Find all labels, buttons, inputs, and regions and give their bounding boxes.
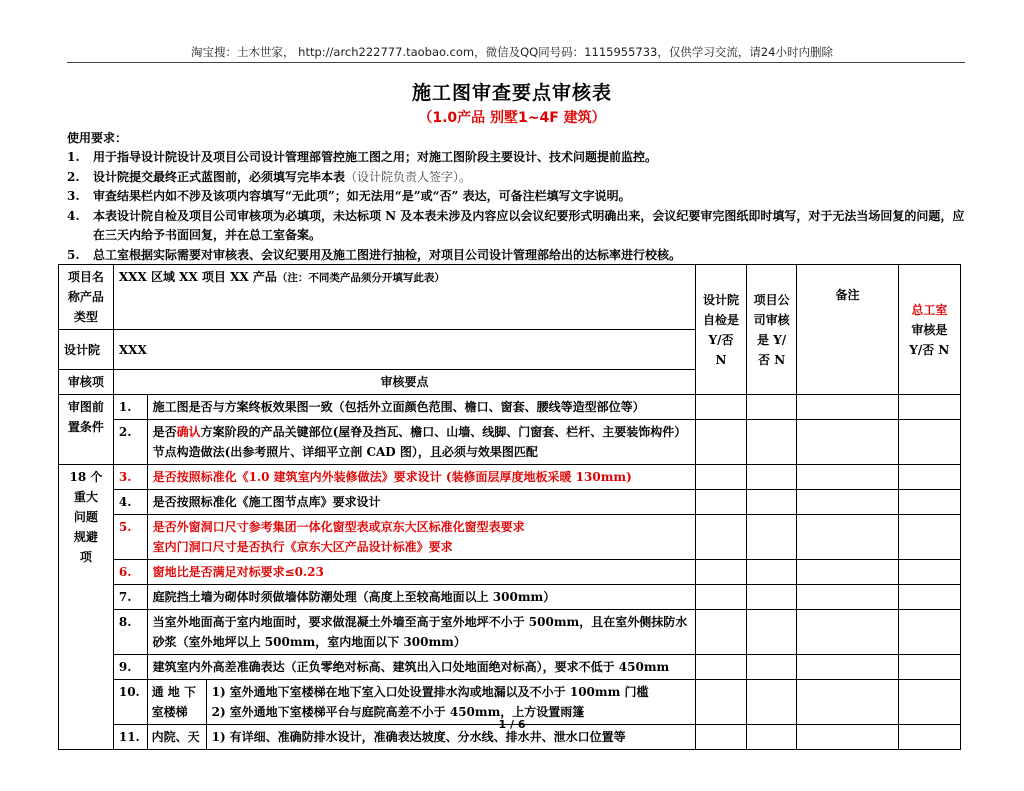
remarks-cell[interactable] [797, 515, 898, 560]
remarks-cell[interactable] [797, 610, 898, 655]
usage-item-text: 审查结果栏内如不涉及该项内容填写“无此项”；如无法用“是”或“否” 表达，可备注栏填写文字说明。 [93, 189, 631, 203]
chief-review-cell[interactable] [898, 490, 960, 515]
design-check-cell[interactable] [696, 490, 747, 515]
usage-item [67, 168, 967, 188]
review-item-header: 审核项 [59, 370, 114, 395]
usage-item [67, 148, 967, 168]
row-number: 3. [113, 465, 147, 490]
project-note: （注：不同类产品须分开填写此表） [276, 272, 445, 284]
header-rule [67, 62, 965, 63]
usage-item [67, 187, 967, 207]
chief-review-cell[interactable] [898, 420, 960, 465]
row-text-line: 室内门洞口尺寸是否执行《京东大区产品设计标准》要求 [152, 540, 453, 554]
sub-item-text: 室外通地下室楼梯在地下室入口处设置排水沟或地漏以及不小于 100mm 门槛 [229, 685, 649, 699]
review-points-header: 审核要点 [113, 370, 695, 395]
company-review-header: 项目公司审核是 Y/否 N [746, 265, 797, 395]
row-text-part: 是否 [152, 425, 177, 439]
company-review-cell[interactable] [746, 465, 797, 490]
row-number: 9. [113, 655, 147, 680]
chief-review-cell[interactable] [898, 560, 960, 585]
company-review-cell[interactable] [746, 610, 797, 655]
usage-item-number: 2. [67, 169, 80, 184]
row-text [147, 420, 696, 465]
design-check-cell[interactable] [696, 585, 747, 610]
design-check-cell[interactable] [696, 465, 747, 490]
row-number: 2. [113, 420, 147, 465]
row-text: 施工图是否与方案终板效果图一致（包括外立面颜色范围、檐口、窗套、腰线等造型部位等） [147, 395, 696, 420]
row-number: 10. [113, 680, 147, 725]
row-number: 6. [113, 560, 147, 585]
design-check-cell[interactable] [696, 560, 747, 585]
usage-requirements [67, 128, 967, 265]
remarks-header: 备注 [797, 265, 898, 395]
chief-review-cell[interactable] [898, 655, 960, 680]
institute-label-cell: 设计院 [59, 330, 114, 370]
usage-item-text: 用于指导设计院设计及项目公司设计管理部管控施工图之用；对施工图阶段主要设计、技术问题提前监控。 [93, 150, 658, 164]
sub-item-number: 2) [211, 705, 226, 719]
page-title: 施工图审查要点审核表 [411, 82, 612, 104]
remarks-cell[interactable] [797, 490, 898, 515]
header-note: 淘宝搜：土木世家， http://arch222777.taobao.com，微信及QQ同号码：1115955733，仅供学习交流，请24小时内删除 [191, 45, 833, 59]
sub-item-number: 1) [211, 685, 226, 699]
row-text: 当室外地面高于室内地面时，要求做混凝土外墙至高于室外地坪不小于 500mm，且在室外侧抹防水砂浆（室外地坪以上 500mm，室内地面以下 300mm） [147, 610, 696, 655]
remarks-cell[interactable] [797, 560, 898, 585]
row-number: 11. [113, 725, 147, 750]
usage-item [67, 207, 967, 246]
table-row [59, 395, 961, 420]
sub-item-number: 1) [211, 730, 226, 744]
review-table [58, 264, 961, 750]
chief-review-cell[interactable] [898, 395, 960, 420]
company-review-cell[interactable] [746, 655, 797, 680]
pre-condition-label: 审图前置条件 [59, 395, 114, 465]
row-number: 5. [113, 515, 147, 560]
sub-item-label: 内院、天 [147, 725, 206, 750]
usage-item-note: （设计院负责人签字）。 [345, 169, 472, 184]
row-text-part: 方案阶段的产品关键部位(屋脊及挡瓦、檐口、山墙、线脚、门窗套、栏杆、主要装饰构件）节点构造做法(出参考照片、详细平立剖 CAD 图），且必须与效果图匹配 [152, 425, 687, 459]
table-row [59, 465, 961, 490]
chief-office-label: 总工室 [911, 302, 948, 317]
table-row [59, 490, 961, 515]
company-review-cell[interactable] [746, 515, 797, 560]
row-text: 建筑室内外高差准确表达（正负零绝对标高、建筑出入口处地面绝对标高），要求不低于 450mm [147, 655, 696, 680]
sub-item [212, 682, 691, 702]
usage-item-text [93, 168, 967, 188]
company-review-cell[interactable] [746, 490, 797, 515]
row-text [147, 515, 696, 560]
company-review-cell[interactable] [746, 395, 797, 420]
design-check-cell[interactable] [696, 420, 747, 465]
company-review-cell[interactable] [746, 560, 797, 585]
usage-heading: 使用要求： [67, 131, 128, 145]
remarks-cell[interactable] [797, 585, 898, 610]
sub-item-text: 室外通地下室楼梯平台与庭院高差不小于 450mm，上方设置雨篷 [229, 705, 585, 719]
design-check-cell[interactable] [696, 610, 747, 655]
table-row [59, 610, 961, 655]
usage-item-text: 本表设计院自检及项目公司审核项为必填项，未达标项 N 及本表未涉及内容应以会议纪要形式明确出来，会议纪要审完图纸即时填写，对于无法当场回复的问题，应在三天内给予书面回复，并在总工室备案。 [93, 208, 965, 242]
remarks-cell[interactable] [797, 465, 898, 490]
usage-item-number: 1. [67, 150, 80, 164]
remarks-cell[interactable] [797, 395, 898, 420]
usage-item-number: 3. [67, 189, 80, 203]
usage-item-text: 总工室根据实际需要对审核表、会议纪要用及施工图进行抽检，对项目公司设计管理部给出的达标率进行校核。 [93, 247, 682, 262]
institute-value-cell: XXX [113, 330, 695, 370]
chief-review-cell[interactable] [898, 515, 960, 560]
company-review-cell[interactable] [746, 420, 797, 465]
table-row [59, 420, 961, 465]
project-label-cell: 项目名称产品类型 [59, 265, 114, 330]
usage-item-number: 4. [67, 208, 80, 223]
design-check-cell[interactable] [696, 655, 747, 680]
table-row [59, 515, 961, 560]
design-check-cell[interactable] [696, 395, 747, 420]
chief-review-cell[interactable] [898, 585, 960, 610]
row-text-line: 是否外窗洞口尺寸参考集团一体化窗型表或京东大区标准化窗型表要求 [152, 520, 525, 534]
row-text: 是否按照标准化《1.0 建筑室内外装修做法》要求设计 (装修面层厚度地板采暖 130mm) [147, 465, 696, 490]
major-issues-label: 18 个重大问题规避项 [59, 465, 114, 750]
row-text-highlight: 确认 [176, 425, 201, 439]
page-subtitle: （1.0产品 别墅1~4F 建筑） [418, 110, 606, 126]
sub-item-label: 通 地 下室楼梯 [147, 680, 206, 725]
row-number: 1. [113, 395, 147, 420]
chief-review-label: 审核是 Y/否 N [909, 322, 950, 357]
chief-review-header [898, 265, 960, 395]
project-value-cell [113, 265, 695, 330]
page-number: 1 / 6 [498, 718, 526, 731]
chief-review-cell[interactable] [898, 610, 960, 655]
row-number: 8. [113, 610, 147, 655]
row-number: 4. [113, 490, 147, 515]
row-text: 庭院挡土墙为砌体时须做墙体防潮处理（高度上至较高地面以上 300mm） [147, 585, 696, 610]
usage-item-main: 设计院提交最终正式蓝图前，必须填写完毕本表 [93, 169, 346, 184]
remarks-cell[interactable] [797, 420, 898, 465]
chief-review-cell[interactable] [898, 465, 960, 490]
company-review-cell[interactable] [746, 585, 797, 610]
row-text: 是否按照标准化《施工图节点库》要求设计 [147, 490, 696, 515]
table-row [59, 560, 961, 585]
design-check-cell[interactable] [696, 515, 747, 560]
table-row [59, 585, 961, 610]
usage-item-number: 5. [67, 247, 80, 262]
row-text: 窗地比是否满足对标要求≤0.23 [147, 560, 696, 585]
usage-item [67, 246, 967, 266]
row-number: 7. [113, 585, 147, 610]
table-row [59, 655, 961, 680]
sub-item-text: 有详细、准确防排水设计，准确表达坡度、分水线、排水井、泄水口位置等 [229, 730, 626, 744]
project-value: XXX 区域 XX 项目 XX 产品 [118, 270, 277, 284]
design-check-header: 设计院自检是 Y/否 N [696, 265, 747, 395]
remarks-cell[interactable] [797, 655, 898, 680]
